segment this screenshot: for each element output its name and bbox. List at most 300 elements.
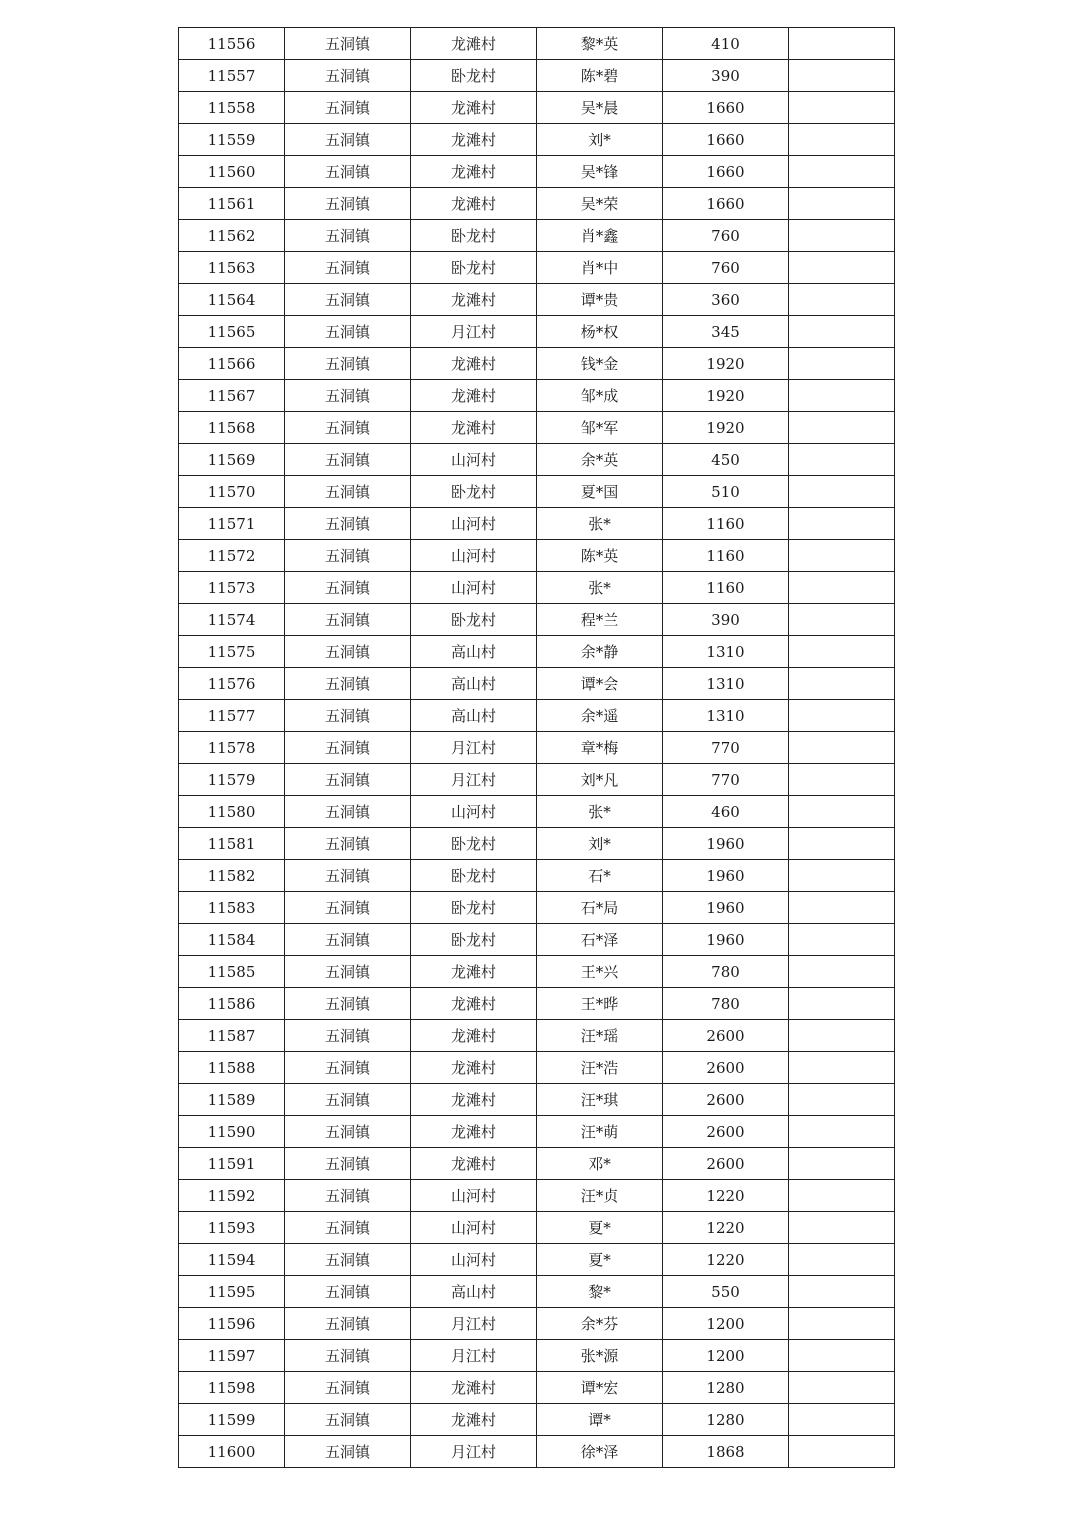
table-row [179,1020,895,1052]
remark-cell [789,1212,895,1244]
remark-cell [789,956,895,988]
table-row [179,1212,895,1244]
town-cell: 五洞镇 [285,28,411,60]
serial-number-cell: 11566 [179,348,285,380]
table-row [179,668,895,700]
remark-cell [789,1340,895,1372]
serial-number-cell: 11582 [179,860,285,892]
village-cell: 龙滩村 [411,1084,537,1116]
amount-cell: 1920 [663,412,789,444]
town-cell: 五洞镇 [285,1404,411,1436]
village-cell: 山河村 [411,572,537,604]
amount-cell: 1960 [663,924,789,956]
remark-cell [789,188,895,220]
name-cell: 张* [537,572,663,604]
serial-number-cell: 11590 [179,1116,285,1148]
village-cell: 月江村 [411,732,537,764]
town-cell: 五洞镇 [285,1436,411,1468]
amount-cell: 550 [663,1276,789,1308]
table-row [179,892,895,924]
village-cell: 卧龙村 [411,860,537,892]
remark-cell [789,220,895,252]
serial-number-cell: 11586 [179,988,285,1020]
village-cell: 龙滩村 [411,28,537,60]
name-cell: 刘* [537,828,663,860]
remark-cell [789,1404,895,1436]
table-row [179,380,895,412]
name-cell: 刘*凡 [537,764,663,796]
serial-number-cell: 11583 [179,892,285,924]
town-cell: 五洞镇 [285,924,411,956]
serial-number-cell: 11597 [179,1340,285,1372]
village-cell: 月江村 [411,316,537,348]
town-cell: 五洞镇 [285,124,411,156]
amount-cell: 1960 [663,828,789,860]
town-cell: 五洞镇 [285,444,411,476]
name-cell: 杨*权 [537,316,663,348]
town-cell: 五洞镇 [285,1276,411,1308]
name-cell: 余*英 [537,444,663,476]
serial-number-cell: 11595 [179,1276,285,1308]
remark-cell [789,124,895,156]
serial-number-cell: 11559 [179,124,285,156]
town-cell: 五洞镇 [285,1020,411,1052]
town-cell: 五洞镇 [285,476,411,508]
village-cell: 龙滩村 [411,380,537,412]
amount-cell: 1200 [663,1308,789,1340]
village-cell: 月江村 [411,764,537,796]
table-row [179,796,895,828]
remark-cell [789,444,895,476]
remark-cell [789,604,895,636]
village-cell: 龙滩村 [411,1404,537,1436]
village-cell: 龙滩村 [411,1372,537,1404]
town-cell: 五洞镇 [285,636,411,668]
remark-cell [789,1052,895,1084]
town-cell: 五洞镇 [285,284,411,316]
remark-cell [789,636,895,668]
name-cell: 夏* [537,1244,663,1276]
table-row [179,412,895,444]
serial-number-cell: 11588 [179,1052,285,1084]
town-cell: 五洞镇 [285,700,411,732]
serial-number-cell: 11577 [179,700,285,732]
town-cell: 五洞镇 [285,1148,411,1180]
village-cell: 卧龙村 [411,604,537,636]
amount-cell: 1220 [663,1212,789,1244]
remark-cell [789,156,895,188]
amount-cell: 2600 [663,1084,789,1116]
town-cell: 五洞镇 [285,508,411,540]
table-row [179,636,895,668]
serial-number-cell: 11573 [179,572,285,604]
amount-cell: 460 [663,796,789,828]
amount-cell: 1160 [663,540,789,572]
name-cell: 刘* [537,124,663,156]
name-cell: 吴*锋 [537,156,663,188]
amount-cell: 510 [663,476,789,508]
table-row [179,1116,895,1148]
remark-cell [789,316,895,348]
amount-cell: 1868 [663,1436,789,1468]
village-cell: 山河村 [411,1180,537,1212]
remark-cell [789,572,895,604]
serial-number-cell: 11579 [179,764,285,796]
town-cell: 五洞镇 [285,1180,411,1212]
serial-number-cell: 11589 [179,1084,285,1116]
village-cell: 山河村 [411,508,537,540]
amount-cell: 1920 [663,348,789,380]
village-cell: 龙滩村 [411,124,537,156]
remark-cell [789,380,895,412]
amount-cell: 1960 [663,892,789,924]
data-table [178,27,895,1468]
remark-cell [789,284,895,316]
amount-cell: 390 [663,604,789,636]
amount-cell: 450 [663,444,789,476]
town-cell: 五洞镇 [285,956,411,988]
village-cell: 高山村 [411,636,537,668]
town-cell: 五洞镇 [285,860,411,892]
serial-number-cell: 11576 [179,668,285,700]
table-row [179,1244,895,1276]
name-cell: 吴*荣 [537,188,663,220]
table-row [179,1404,895,1436]
village-cell: 龙滩村 [411,188,537,220]
amount-cell: 1220 [663,1244,789,1276]
serial-number-cell: 11599 [179,1404,285,1436]
name-cell: 王*兴 [537,956,663,988]
name-cell: 黎*英 [537,28,663,60]
village-cell: 卧龙村 [411,476,537,508]
amount-cell: 1280 [663,1372,789,1404]
amount-cell: 780 [663,988,789,1020]
remark-cell [789,252,895,284]
remark-cell [789,1180,895,1212]
remark-cell [789,1308,895,1340]
amount-cell: 1280 [663,1404,789,1436]
village-cell: 山河村 [411,1212,537,1244]
amount-cell: 2600 [663,1052,789,1084]
amount-cell: 360 [663,284,789,316]
town-cell: 五洞镇 [285,60,411,92]
name-cell: 张*源 [537,1340,663,1372]
town-cell: 五洞镇 [285,380,411,412]
town-cell: 五洞镇 [285,348,411,380]
serial-number-cell: 11569 [179,444,285,476]
amount-cell: 1160 [663,508,789,540]
name-cell: 张* [537,796,663,828]
table-row [179,508,895,540]
name-cell: 陈*碧 [537,60,663,92]
serial-number-cell: 11574 [179,604,285,636]
town-cell: 五洞镇 [285,1084,411,1116]
remark-cell [789,668,895,700]
serial-number-cell: 11592 [179,1180,285,1212]
name-cell: 谭*宏 [537,1372,663,1404]
table-row [179,764,895,796]
remark-cell [789,1244,895,1276]
name-cell: 汪*贞 [537,1180,663,1212]
village-cell: 月江村 [411,1436,537,1468]
serial-number-cell: 11561 [179,188,285,220]
serial-number-cell: 11587 [179,1020,285,1052]
serial-number-cell: 11570 [179,476,285,508]
serial-number-cell: 11575 [179,636,285,668]
serial-number-cell: 11556 [179,28,285,60]
table-row [179,284,895,316]
amount-cell: 1310 [663,700,789,732]
serial-number-cell: 11558 [179,92,285,124]
amount-cell: 770 [663,764,789,796]
town-cell: 五洞镇 [285,92,411,124]
remark-cell [789,1020,895,1052]
amount-cell: 1660 [663,156,789,188]
village-cell: 龙滩村 [411,1052,537,1084]
remark-cell [789,732,895,764]
document-page [178,27,895,1468]
name-cell: 黎* [537,1276,663,1308]
table-row [179,252,895,284]
name-cell: 程*兰 [537,604,663,636]
town-cell: 五洞镇 [285,412,411,444]
serial-number-cell: 11580 [179,796,285,828]
village-cell: 龙滩村 [411,988,537,1020]
table-row [179,1436,895,1468]
amount-cell: 760 [663,252,789,284]
amount-cell: 345 [663,316,789,348]
name-cell: 谭* [537,1404,663,1436]
amount-cell: 1200 [663,1340,789,1372]
town-cell: 五洞镇 [285,1244,411,1276]
amount-cell: 1310 [663,668,789,700]
remark-cell [789,796,895,828]
amount-cell: 410 [663,28,789,60]
name-cell: 汪*浩 [537,1052,663,1084]
name-cell: 肖*中 [537,252,663,284]
remark-cell [789,508,895,540]
remark-cell [789,988,895,1020]
table-row [179,348,895,380]
name-cell: 石*局 [537,892,663,924]
village-cell: 高山村 [411,1276,537,1308]
name-cell: 石* [537,860,663,892]
town-cell: 五洞镇 [285,156,411,188]
name-cell: 钱*金 [537,348,663,380]
town-cell: 五洞镇 [285,1212,411,1244]
serial-number-cell: 11560 [179,156,285,188]
name-cell: 谭*贵 [537,284,663,316]
village-cell: 龙滩村 [411,156,537,188]
village-cell: 高山村 [411,668,537,700]
town-cell: 五洞镇 [285,764,411,796]
remark-cell [789,540,895,572]
serial-number-cell: 11585 [179,956,285,988]
name-cell: 余*芬 [537,1308,663,1340]
amount-cell: 2600 [663,1148,789,1180]
name-cell: 吴*晨 [537,92,663,124]
village-cell: 龙滩村 [411,348,537,380]
serial-number-cell: 11568 [179,412,285,444]
table-row [179,1084,895,1116]
village-cell: 龙滩村 [411,956,537,988]
town-cell: 五洞镇 [285,604,411,636]
table-row [179,988,895,1020]
table-row [179,1148,895,1180]
amount-cell: 780 [663,956,789,988]
remark-cell [789,1116,895,1148]
name-cell: 余*静 [537,636,663,668]
remark-cell [789,412,895,444]
town-cell: 五洞镇 [285,1116,411,1148]
table-row [179,700,895,732]
serial-number-cell: 11584 [179,924,285,956]
name-cell: 徐*泽 [537,1436,663,1468]
name-cell: 石*泽 [537,924,663,956]
serial-number-cell: 11557 [179,60,285,92]
name-cell: 邹*成 [537,380,663,412]
serial-number-cell: 11564 [179,284,285,316]
village-cell: 龙滩村 [411,1148,537,1180]
remark-cell [789,1148,895,1180]
town-cell: 五洞镇 [285,252,411,284]
serial-number-cell: 11581 [179,828,285,860]
table-row [179,1340,895,1372]
village-cell: 月江村 [411,1340,537,1372]
serial-number-cell: 11567 [179,380,285,412]
town-cell: 五洞镇 [285,892,411,924]
name-cell: 陈*英 [537,540,663,572]
amount-cell: 1220 [663,1180,789,1212]
name-cell: 汪*萌 [537,1116,663,1148]
town-cell: 五洞镇 [285,220,411,252]
town-cell: 五洞镇 [285,1308,411,1340]
name-cell: 王*晔 [537,988,663,1020]
remark-cell [789,476,895,508]
town-cell: 五洞镇 [285,316,411,348]
name-cell: 汪*琪 [537,1084,663,1116]
village-cell: 龙滩村 [411,284,537,316]
table-row [179,444,895,476]
amount-cell: 2600 [663,1116,789,1148]
name-cell: 汪*瑶 [537,1020,663,1052]
village-cell: 龙滩村 [411,1020,537,1052]
table-row [179,92,895,124]
town-cell: 五洞镇 [285,1340,411,1372]
village-cell: 卧龙村 [411,252,537,284]
village-cell: 龙滩村 [411,92,537,124]
table-row [179,28,895,60]
table-row [179,124,895,156]
amount-cell: 1660 [663,188,789,220]
table-row [179,956,895,988]
remark-cell [789,860,895,892]
table-body [179,28,895,1468]
table-row [179,316,895,348]
village-cell: 龙滩村 [411,412,537,444]
remark-cell [789,1436,895,1468]
name-cell: 张* [537,508,663,540]
town-cell: 五洞镇 [285,796,411,828]
table-row [179,60,895,92]
serial-number-cell: 11598 [179,1372,285,1404]
town-cell: 五洞镇 [285,572,411,604]
name-cell: 肖*鑫 [537,220,663,252]
remark-cell [789,92,895,124]
remark-cell [789,764,895,796]
table-row [179,1372,895,1404]
serial-number-cell: 11594 [179,1244,285,1276]
village-cell: 山河村 [411,540,537,572]
table-row [179,860,895,892]
name-cell: 余*遥 [537,700,663,732]
amount-cell: 1960 [663,860,789,892]
village-cell: 山河村 [411,796,537,828]
village-cell: 山河村 [411,1244,537,1276]
amount-cell: 390 [663,60,789,92]
village-cell: 月江村 [411,1308,537,1340]
table-row [179,828,895,860]
table-row [179,732,895,764]
village-cell: 卧龙村 [411,924,537,956]
serial-number-cell: 11571 [179,508,285,540]
remark-cell [789,700,895,732]
amount-cell: 1660 [663,92,789,124]
serial-number-cell: 11563 [179,252,285,284]
village-cell: 卧龙村 [411,60,537,92]
amount-cell: 1160 [663,572,789,604]
name-cell: 章*梅 [537,732,663,764]
table-row [179,924,895,956]
village-cell: 卧龙村 [411,828,537,860]
amount-cell: 760 [663,220,789,252]
table-row [179,476,895,508]
serial-number-cell: 11596 [179,1308,285,1340]
village-cell: 高山村 [411,700,537,732]
town-cell: 五洞镇 [285,1052,411,1084]
remark-cell [789,60,895,92]
amount-cell: 1660 [663,124,789,156]
table-row [179,156,895,188]
remark-cell [789,348,895,380]
town-cell: 五洞镇 [285,988,411,1020]
serial-number-cell: 11578 [179,732,285,764]
name-cell: 夏*国 [537,476,663,508]
table-row [179,604,895,636]
table-row [179,1180,895,1212]
remark-cell [789,1276,895,1308]
table-row [179,188,895,220]
serial-number-cell: 11565 [179,316,285,348]
serial-number-cell: 11591 [179,1148,285,1180]
remark-cell [789,28,895,60]
table-row [179,1308,895,1340]
remark-cell [789,924,895,956]
village-cell: 山河村 [411,444,537,476]
name-cell: 谭*会 [537,668,663,700]
town-cell: 五洞镇 [285,188,411,220]
village-cell: 卧龙村 [411,892,537,924]
town-cell: 五洞镇 [285,668,411,700]
table-row [179,220,895,252]
town-cell: 五洞镇 [285,732,411,764]
table-row [179,540,895,572]
village-cell: 龙滩村 [411,1116,537,1148]
serial-number-cell: 11600 [179,1436,285,1468]
table-row [179,1052,895,1084]
serial-number-cell: 11562 [179,220,285,252]
serial-number-cell: 11572 [179,540,285,572]
